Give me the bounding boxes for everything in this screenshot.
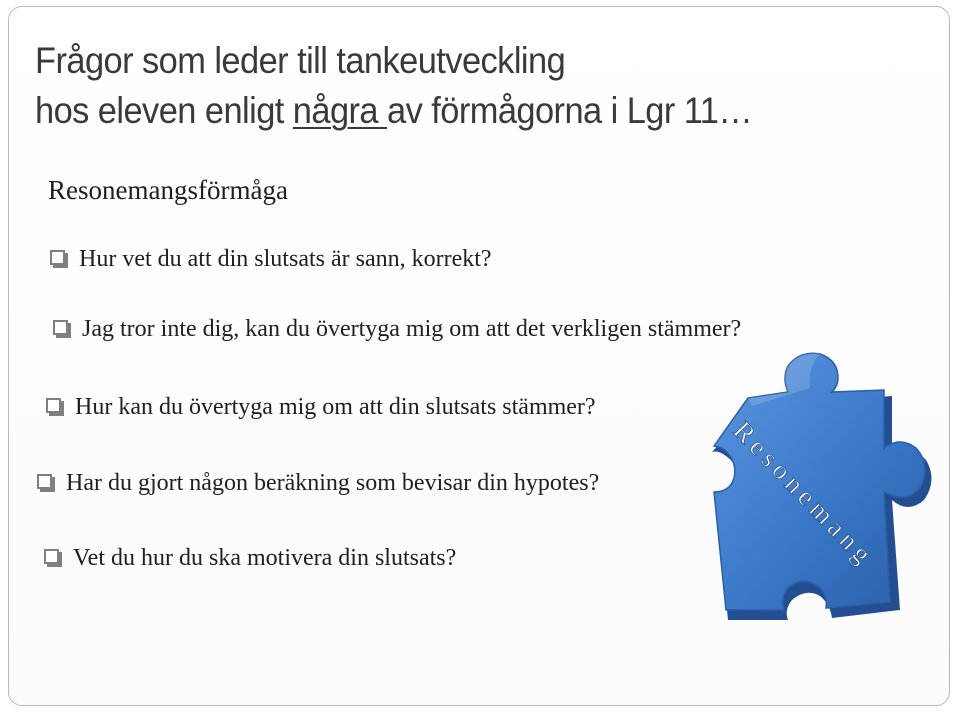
checkbox-bullet-icon xyxy=(50,250,65,265)
list-item xyxy=(37,470,599,497)
list-item xyxy=(44,545,456,572)
checkbox-bullet-icon xyxy=(53,320,68,335)
list-item-text: Har du gjort någon beräkning som bevisar din hypotes? xyxy=(66,470,600,496)
title-line-1: Frågor som leder till tankeutveckling xyxy=(35,40,566,81)
list-item xyxy=(53,316,741,343)
list-item xyxy=(46,394,596,421)
checkbox-bullet-icon xyxy=(46,398,61,413)
title-line-2-start: hos eleven enligt xyxy=(35,90,293,131)
slide-title xyxy=(35,36,752,136)
list-item-text: Vet du hur du ska motivera din slutsats? xyxy=(73,545,457,571)
puzzle-label: Resonemang xyxy=(727,415,881,573)
puzzle-piece-illustration xyxy=(712,348,944,620)
title-line-2 xyxy=(35,86,752,136)
title-line-2-end: av förmågorna i Lgr 11… xyxy=(387,90,753,131)
checkbox-bullet-icon xyxy=(44,549,59,564)
list-item xyxy=(50,246,492,273)
checkbox-bullet-icon xyxy=(37,474,52,489)
list-item-text: Hur kan du övertyga mig om att din slutsats stämmer? xyxy=(75,394,596,420)
list-item-text: Jag tror inte dig, kan du övertyga mig om att det verkligen stämmer? xyxy=(82,316,742,342)
section-heading: Resonemangsförmåga xyxy=(48,175,288,205)
title-underlined-word: några xyxy=(292,90,388,131)
list-item-text: Hur vet du att din slutsats är sann, korrekt? xyxy=(79,246,492,272)
